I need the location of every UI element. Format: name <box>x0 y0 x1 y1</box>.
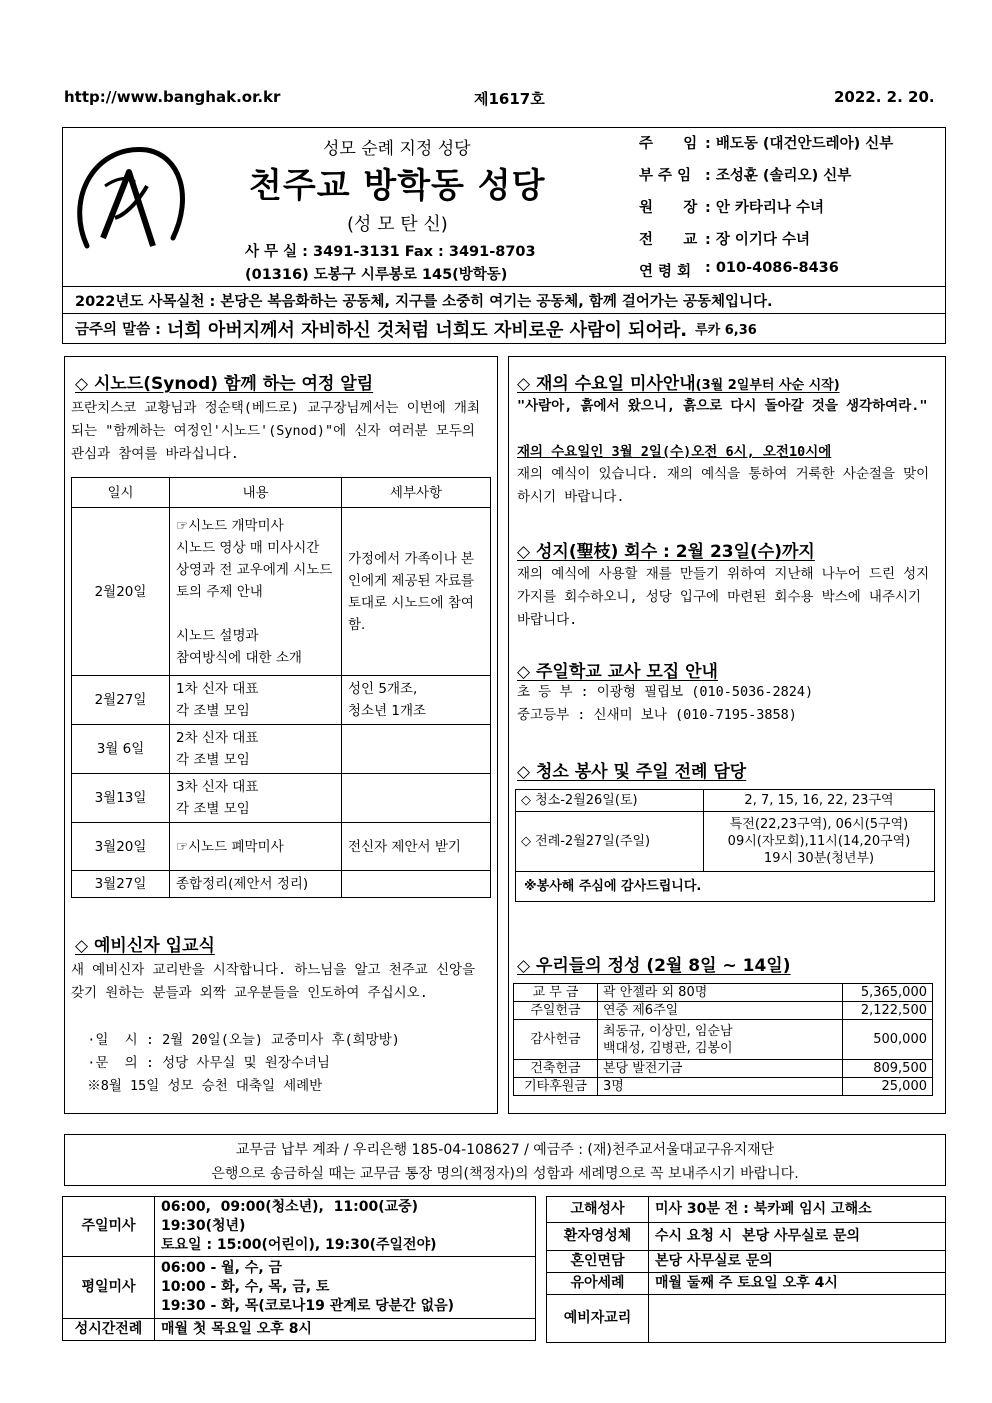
schedule-label: 예비자교리 <box>547 1295 649 1343</box>
schedule-value <box>649 1295 946 1343</box>
offering-desc: 3명 <box>598 1078 843 1096</box>
staff-row: 연 령 회 : 010-4086-8436 <box>639 260 839 280</box>
ash-text: 재의 예식이 있습니다. 재의 예식을 통하여 거룩한 사순절을 맞이하시기 바랍니다. <box>517 466 930 505</box>
synod-table <box>71 477 491 898</box>
row-date: 2월27일 <box>72 676 170 725</box>
pastoral-goal: 2022년도 사목실천 : 본당은 복음화하는 공동체, 지구를 소중히 여기는 공동체, 함께 걸어가는 공동체입니다. <box>62 287 946 314</box>
teachers-line: 초 등 부 : 이광형 필립보 (010-5036-2824) <box>517 684 814 700</box>
table-row <box>72 725 491 774</box>
bank-line: 교무금 납부 계좌 / 우리은행 185-04-108627 / 예금주 : (재)천주교서울대교구유지재단 <box>235 1142 775 1158</box>
staff-row: 부 주 임 : 조성훈 (솔리오) 신부 <box>639 168 852 184</box>
schedule-value: 매월 둘째 주 토요일 오후 4시 <box>649 1273 946 1295</box>
cleaning-value: 특전(22,23구역), 06시(5구역) 09시(자모회),11시(14,20구역) 19시 30분(청년부) <box>704 812 935 872</box>
table-header: 내용 <box>170 478 342 508</box>
table-header-row <box>72 478 491 508</box>
catechumen-line: ※8월 15일 성모 승천 대축일 세례반 <box>71 1078 323 1094</box>
schedule-label: 환자영성체 <box>547 1223 649 1251</box>
left-panel <box>64 356 498 1114</box>
table-row <box>514 984 933 1002</box>
schedule-line: 19:30 - 화, 목(코로나19 관계로 당분간 없음) <box>161 1298 455 1314</box>
table-row <box>63 1197 536 1257</box>
row-detail <box>342 774 491 823</box>
weekly-word-label: 금주의 말씀 : <box>75 322 161 338</box>
offering-amount: 25,000 <box>843 1078 933 1096</box>
table-header: 세부사항 <box>342 478 491 508</box>
synod-title: ◇ 시노드(Synod) 함께 하는 여정 알림 <box>75 374 374 394</box>
table-row <box>72 871 491 898</box>
table-row <box>547 1295 946 1343</box>
offerings-table <box>513 983 933 1096</box>
schedule-line: 19:30(청년) <box>161 1218 246 1234</box>
staff-list <box>639 132 893 292</box>
bank-info <box>64 1134 946 1186</box>
teachers-title: ◇ 주일학교 교사 모집 안내 <box>517 662 718 682</box>
right-panel <box>508 356 946 1114</box>
table-row <box>63 1257 536 1319</box>
table-row <box>516 872 935 902</box>
office-address: (01316) 도봉구 시루봉로 145(방학동) <box>245 267 508 283</box>
issue-date: 2022. 2. 20. <box>834 88 935 106</box>
row-detail <box>342 725 491 774</box>
parish-name: 천주교 방학동 성당 <box>249 166 546 206</box>
offering-label: 건축헌금 <box>514 1060 598 1078</box>
table-row <box>72 508 491 676</box>
schedule-label: 평일미사 <box>63 1257 155 1319</box>
offering-amount: 2,122,500 <box>843 1002 933 1020</box>
schedule-line: 토요일 : 15:00(어린이), 19:30(주일전야) <box>161 1237 437 1253</box>
table-row <box>72 676 491 725</box>
offering-amount: 809,500 <box>843 1060 933 1078</box>
ash-title-main: ◇ 재의 수요일 미사안내 <box>517 374 696 394</box>
row-content: 종합정리(제안서 정리) <box>170 871 342 898</box>
schedule-label: 성시간전례 <box>63 1319 155 1341</box>
schedule-line: 10:00 - 화, 수, 목, 금, 토 <box>161 1279 330 1295</box>
cleaning-label: ◇ 전례-2월27일(주일) <box>516 812 704 872</box>
schedule-line: 06:00, 09:00(청소년), 11:00(교중) <box>161 1199 419 1215</box>
website-url[interactable]: http://www.banghak.or.kr <box>64 88 281 106</box>
row-content: 3차 신자 대표 각 조별 모임 <box>170 774 342 823</box>
palm-title: ◇ 성지(聖枝) 회수 : 2월 23일(수)까지 <box>517 542 815 562</box>
row-content: 2차 신자 대표 각 조별 모임 <box>170 725 342 774</box>
table-row <box>514 1002 933 1020</box>
row-detail: 가정에서 가족이나 본인에게 제공된 자료를 토대로 시노드에 참여함. <box>342 508 491 676</box>
mass-schedule-right <box>546 1196 946 1343</box>
table-row <box>547 1273 946 1295</box>
offering-label: 주일헌금 <box>514 1002 598 1020</box>
table-row <box>514 1078 933 1096</box>
office-contact: 사 무 실 : 3491-3131 Fax : 3491-8703 <box>245 244 536 260</box>
row-content: ☞시노드 개막미사 시노드 영상 매 미사시간 상영과 전 교우에게 시노드 토의 주제 안내 시노드 설명과 참여방식에 대한 소개 <box>170 508 342 676</box>
table-row <box>72 823 491 871</box>
ash-wednesday-title <box>517 369 840 394</box>
table-row <box>514 1020 933 1060</box>
parish-logo-icon <box>65 138 195 268</box>
patron-feast: (성 모 탄 신) <box>347 214 448 235</box>
offering-amount: 5,365,000 <box>843 984 933 1002</box>
schedule-line: 06:00 - 월, 수, 금 <box>161 1260 283 1276</box>
synod-intro: 프란치스코 교황님과 정순택(베드로) 교구장님께서는 이번에 개최되는 "함께하는 여정인'시노드'(Synod)"에 신자 여러분 모두의 관심과 참여를 바라십니다. <box>71 400 480 462</box>
table-row <box>547 1251 946 1273</box>
ash-highlight: 재의 수요일인 3월 2일(수)오전 6시, 오전10시에 <box>517 444 832 460</box>
masthead <box>62 127 946 287</box>
masthead-subtitle: 성모 순례 지정 성당 <box>323 139 471 159</box>
schedule-value <box>155 1197 536 1257</box>
schedule-label: 주일미사 <box>63 1197 155 1257</box>
cleaning-table <box>515 789 935 902</box>
schedule-value: 매월 첫 목요일 오후 8시 <box>155 1319 536 1341</box>
cleaning-value: 2, 7, 15, 16, 22, 23구역 <box>704 790 935 812</box>
offering-desc: 최동규, 이상민, 임순남 백대성, 김병관, 김봉이 <box>598 1020 843 1060</box>
schedule-value: 수시 요청 시 본당 사무실로 문의 <box>649 1223 946 1251</box>
row-date: 2월20일 <box>72 508 170 676</box>
table-row <box>547 1197 946 1223</box>
table-row <box>516 790 935 812</box>
offering-desc: 연중 제6주일 <box>598 1002 843 1020</box>
catechumen-title: ◇ 예비신자 입교식 <box>75 936 215 956</box>
offering-desc: 본당 발전기금 <box>598 1060 843 1078</box>
offering-label: 기타후원금 <box>514 1078 598 1096</box>
table-row <box>547 1223 946 1251</box>
schedule-value <box>155 1257 536 1319</box>
row-date: 3월 6일 <box>72 725 170 774</box>
offerings-title: ◇ 우리들의 정성 (2월 8일 ~ 14일) <box>517 956 791 976</box>
ash-quote: "사람아, 흙에서 왔으니, 흙으로 다시 돌아갈 것을 생각하여라." <box>517 398 928 414</box>
offering-amount: 500,000 <box>843 1020 933 1060</box>
staff-row: 원 장 : 안 카타리나 수녀 <box>639 200 824 216</box>
palm-text: 재의 예식에 사용할 재를 만들기 위하여 지난해 나누어 드린 성지가지를 회수하오니, 성당 입구에 마련된 회수용 박스에 내주시기 바랍니다. <box>517 566 930 628</box>
row-content: ☞시노드 폐막미사 <box>170 823 342 871</box>
weekly-word <box>62 314 946 344</box>
row-detail <box>342 871 491 898</box>
table-row <box>516 812 935 872</box>
catechumen-line: ·문 의 : 성당 사무실 및 원장수녀님 <box>71 1055 330 1071</box>
weekly-word-ref: 루카 6,36 <box>695 323 757 338</box>
offering-desc: 곽 안젤라 외 80명 <box>598 984 843 1002</box>
schedule-value: 미사 30분 전 : 북카페 임시 고해소 <box>649 1197 946 1223</box>
row-detail: 전신자 제안서 받기 <box>342 823 491 871</box>
row-date: 3월20일 <box>72 823 170 871</box>
row-content: 1차 신자 대표 각 조별 모임 <box>170 676 342 725</box>
offering-label: 감사헌금 <box>514 1020 598 1060</box>
cleaning-label: ◇ 청소-2월26일(토) <box>516 790 704 812</box>
table-row <box>514 1060 933 1078</box>
staff-row: 전 교 : 장 이기다 수녀 <box>639 232 810 248</box>
ash-title-small: (3월 2일부터 사순 시작) <box>695 378 840 393</box>
mass-schedule-left <box>62 1196 536 1341</box>
schedule-label: 유아세례 <box>547 1273 649 1295</box>
issue-number: 제1617호 <box>474 90 545 108</box>
bank-line: 은행으로 송금하실 때는 교무금 통장 명의(책정자)의 성함과 세례명으로 꼭 보내주시기 바랍니다. <box>211 1166 799 1182</box>
weekly-word-text: 너희 아버지께서 자비하신 것처럼 너희도 자비로운 사람이 되어라. <box>166 319 688 341</box>
table-row <box>63 1319 536 1341</box>
schedule-label: 혼인면담 <box>547 1251 649 1273</box>
schedule-value: 본당 사무실로 문의 <box>649 1251 946 1273</box>
row-date: 3월13일 <box>72 774 170 823</box>
schedule-label: 고해성사 <box>547 1197 649 1223</box>
row-detail: 성인 5개조, 청소년 1개조 <box>342 676 491 725</box>
staff-row: 주 임 : 배도동 (대건안드레아) 신부 <box>639 136 894 152</box>
table-header: 일시 <box>72 478 170 508</box>
cleaning-title: ◇ 청소 봉사 및 주일 전례 담당 <box>517 762 747 782</box>
offering-label: 교 무 금 <box>514 984 598 1002</box>
teachers-line: 중고등부 : 신새미 보나 (010-7195-3858) <box>517 707 797 723</box>
row-date: 3월27일 <box>72 871 170 898</box>
table-row <box>72 774 491 823</box>
catechumen-text: 새 예비신자 교리반을 시작합니다. 하느님을 알고 천주교 신앙을 갖기 원하는 분들과 외짝 교우분들을 인도하여 주십시오. <box>71 962 476 1001</box>
catechumen-line: ·일 시 : 2월 20일(오늘) 교중미사 후(희망방) <box>71 1032 400 1048</box>
cleaning-thanks: ※봉사해 주심에 감사드립니다. <box>516 872 935 902</box>
